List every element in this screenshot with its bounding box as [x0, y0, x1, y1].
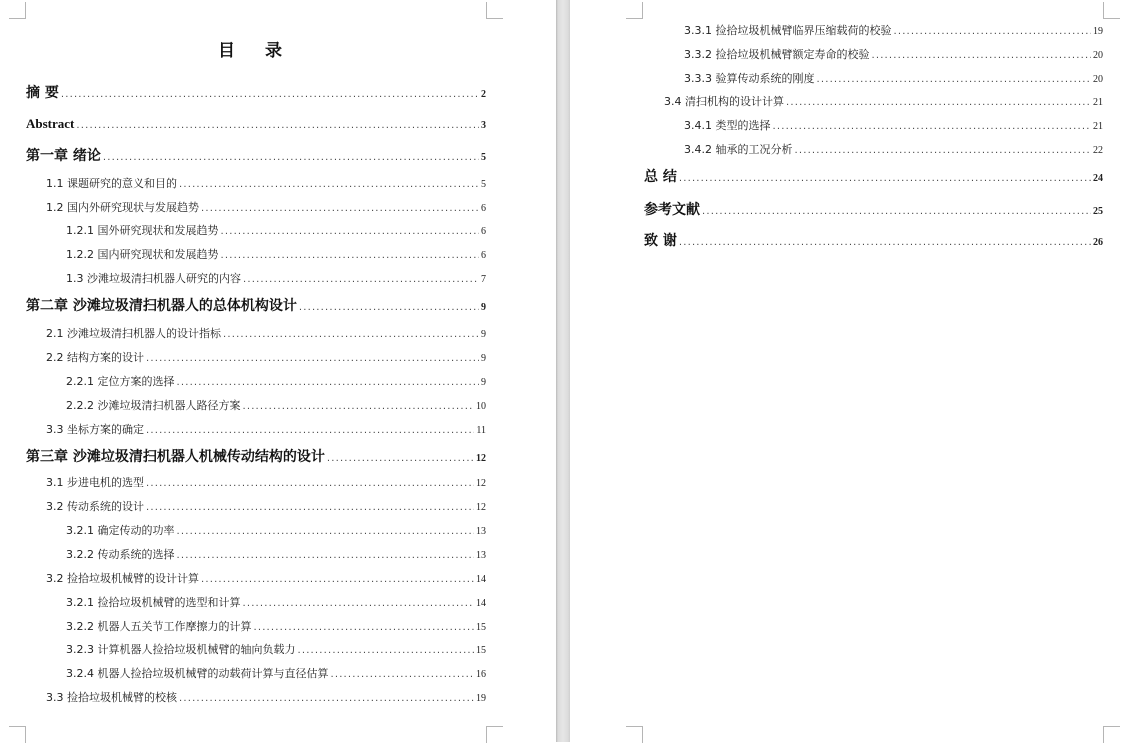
toc-entry[interactable]: [66, 594, 486, 612]
page-corner-mark: [9, 2, 26, 19]
toc-entry[interactable]: [684, 46, 1103, 64]
toc-entry[interactable]: [644, 232, 1103, 250]
toc-entry-title: 3.2.3 计算机器人捡拾垃圾机械臂的轴向负载力: [66, 643, 296, 656]
toc-dot-leader: [243, 271, 479, 289]
toc-dot-leader: [179, 176, 479, 194]
toc-dot-leader: [773, 118, 1092, 136]
toc-entry[interactable]: [684, 117, 1103, 135]
toc-entry-title: 总 结: [644, 169, 677, 185]
toc-page-number: 20: [1093, 74, 1103, 85]
toc-dot-leader: [177, 523, 475, 541]
toc-page-number: 22: [1093, 145, 1103, 156]
toc-entry-title: 3.3.1 捡拾垃圾机械臂临界压缩载荷的校验: [684, 24, 892, 37]
toc-entry[interactable]: [66, 665, 486, 683]
toc-dot-leader: [179, 690, 474, 708]
toc-entry[interactable]: [66, 270, 486, 288]
page-corner-mark: [1103, 2, 1120, 19]
toc-dot-leader: [242, 398, 474, 416]
toc-page-number: 25: [1093, 206, 1103, 217]
toc-page-number: 14: [476, 574, 486, 585]
toc-entry[interactable]: [66, 373, 486, 391]
toc-entry[interactable]: [46, 689, 486, 707]
toc-page-number: 9: [481, 377, 486, 388]
toc-entry-title: 3.2 传动系统的设计: [46, 500, 144, 513]
toc-dot-leader: [61, 86, 479, 104]
toc-entry-title: 3.3.3 验算传动系统的刚度: [684, 72, 815, 85]
toc-entry-title: 1.3 沙滩垃圾清扫机器人研究的内容: [66, 272, 241, 285]
toc-dot-leader: [297, 642, 474, 660]
toc-page-number: 5: [481, 152, 486, 163]
page-corner-mark: [486, 726, 503, 743]
toc-entry-title: 3.3 坐标方案的确定: [46, 423, 144, 436]
document-page-right: [570, 0, 1140, 742]
toc-entry[interactable]: [46, 498, 486, 516]
toc-page-number: 14: [476, 598, 486, 609]
toc-page-number: 20: [1093, 50, 1103, 61]
toc-entry-title: 2.1 沙滩垃圾清扫机器人的设计指标: [46, 327, 221, 340]
toc-dot-leader: [146, 499, 474, 517]
toc-dot-leader: [221, 223, 480, 241]
toc-page-number: 10: [476, 401, 486, 412]
toc-entry-title: 1.2.2 国内研究现状和发展趋势: [66, 248, 219, 261]
toc-entry-title: Abstract: [26, 116, 75, 131]
toc-dot-leader: [146, 422, 474, 440]
toc-entry[interactable]: [66, 618, 486, 636]
toc-dot-leader: [299, 299, 479, 317]
toc-entry[interactable]: [26, 84, 486, 102]
toc-entry[interactable]: [66, 397, 486, 415]
toc-dot-leader: [201, 200, 479, 218]
toc-dot-leader: [253, 619, 474, 637]
toc-dot-leader: [201, 571, 474, 589]
toc-entry[interactable]: [46, 349, 486, 367]
toc-entry-title: 1.2 国内外研究现状与发展趋势: [46, 201, 199, 214]
toc-page-number: 19: [476, 693, 486, 704]
toc-page-number: 6: [481, 250, 486, 261]
toc-entry-title: 3.2.1 捡拾垃圾机械臂的选型和计算: [66, 596, 241, 609]
page-corner-mark: [486, 2, 503, 19]
toc-dot-leader: [221, 247, 480, 265]
toc-dot-leader: [242, 595, 474, 613]
toc-entry[interactable]: [644, 168, 1103, 186]
toc-entry[interactable]: [66, 546, 486, 564]
toc-entry[interactable]: [66, 222, 486, 240]
toc-entry[interactable]: [46, 199, 486, 217]
toc-entry[interactable]: [66, 246, 486, 264]
toc-page-number: 3: [481, 120, 486, 131]
toc-page-number: 7: [481, 274, 486, 285]
toc-entry-title: 第二章 沙滩垃圾清扫机器人的总体机构设计: [26, 298, 297, 314]
toc-dot-leader: [817, 71, 1092, 89]
toc-entry[interactable]: [664, 93, 1103, 111]
toc-entry-title: 致 谢: [644, 233, 677, 249]
toc-entry-title: 2.2 结构方案的设计: [46, 351, 144, 364]
toc-page-number: 12: [476, 453, 486, 464]
toc-page-number: 24: [1093, 173, 1103, 184]
toc-dot-leader: [871, 47, 1091, 65]
toc-entry[interactable]: [66, 522, 486, 540]
toc-entry-title: 第三章 沙滩垃圾清扫机器人机械传动结构的设计: [26, 449, 325, 465]
toc-entry-title: 3.1 步进电机的选型: [46, 476, 144, 489]
toc-page-number: 12: [476, 502, 486, 513]
toc-entry[interactable]: [26, 448, 486, 466]
toc-entry[interactable]: [684, 22, 1103, 40]
toc-page-number: 9: [481, 329, 486, 340]
toc-entry-title: 3.4 清扫机构的设计计算: [664, 95, 784, 108]
toc-entry-title: 3.2.2 传动系统的选择: [66, 548, 175, 561]
toc-entry-title: 3.4.1 类型的选择: [684, 119, 771, 132]
toc-entry[interactable]: [26, 147, 486, 165]
toc-page-number: 13: [476, 550, 486, 561]
page-corner-mark: [9, 726, 26, 743]
toc-entry-title: 第一章 绪论: [26, 148, 101, 164]
toc-page-number: 15: [476, 645, 486, 656]
toc-dot-leader: [893, 23, 1091, 41]
document-page-left: [0, 0, 556, 742]
toc-entry-title: 摘 要: [26, 85, 59, 101]
toc-page-number: 13: [476, 526, 486, 537]
toc-entry-title: 1.1 课题研究的意义和目的: [46, 177, 177, 190]
toc-dot-leader: [679, 170, 1091, 188]
page-gap: [556, 0, 570, 742]
toc-page-number: 9: [481, 353, 486, 364]
page-corner-mark: [626, 2, 643, 19]
toc-dot-leader: [103, 149, 479, 167]
toc-dot-leader: [177, 547, 475, 565]
toc-dot-leader: [330, 666, 474, 684]
toc-title: 目 录: [218, 41, 294, 61]
toc-page-number: 19: [1093, 26, 1103, 37]
toc-entry[interactable]: [26, 297, 486, 315]
page-corner-mark: [1103, 726, 1120, 743]
toc-dot-leader: [146, 475, 474, 493]
toc-dot-leader: [327, 450, 474, 468]
toc-entry-title: 3.3.2 捡拾垃圾机械臂额定寿命的校验: [684, 48, 870, 61]
toc-dot-leader: [679, 234, 1091, 252]
toc-dot-leader: [76, 117, 479, 135]
toc-page-number: 21: [1093, 97, 1103, 108]
toc-entry[interactable]: [46, 421, 486, 439]
toc-dot-leader: [795, 142, 1092, 160]
toc-dot-leader: [702, 203, 1091, 221]
toc-entry-title: 3.4.2 轴承的工况分析: [684, 143, 793, 156]
toc-entry-title: 2.2.2 沙滩垃圾清扫机器人路径方案: [66, 399, 241, 412]
toc-page-number: 26: [1093, 237, 1103, 248]
toc-dot-leader: [177, 374, 480, 392]
toc-entry-title: 2.2.1 定位方案的选择: [66, 375, 175, 388]
toc-entry[interactable]: [644, 201, 1103, 219]
toc-entry[interactable]: [46, 175, 486, 193]
toc-page-number: 6: [481, 226, 486, 237]
toc-page-number: 16: [476, 669, 486, 680]
toc-entry[interactable]: [66, 641, 486, 659]
toc-page-number: 11: [476, 425, 486, 436]
toc-page-number: 12: [476, 478, 486, 489]
toc-entry-title: 3.2.1 确定传动的功率: [66, 524, 175, 537]
toc-page-number: 6: [481, 203, 486, 214]
toc-entry-title: 3.3 捡拾垃圾机械臂的校核: [46, 691, 177, 704]
toc-entry-title: 3.2.4 机器人捡拾垃圾机械臂的动载荷计算与直径估算: [66, 667, 329, 680]
toc-page-number: 2: [481, 89, 486, 100]
toc-page-number: 5: [481, 179, 486, 190]
toc-entry-title: 参考文献: [644, 202, 700, 218]
toc-dot-leader: [786, 94, 1091, 112]
toc-entry-title: 1.2.1 国外研究现状和发展趋势: [66, 224, 219, 237]
toc-entry-title: 3.2 捡拾垃圾机械臂的设计计算: [46, 572, 199, 585]
toc-entry[interactable]: [46, 570, 486, 588]
toc-entry-title: 3.2.2 机器人五关节工作摩擦力的计算: [66, 620, 252, 633]
page-corner-mark: [626, 726, 643, 743]
toc-dot-leader: [146, 350, 479, 368]
toc-page-number: 21: [1093, 121, 1103, 132]
toc-entry[interactable]: [26, 115, 486, 133]
toc-entry[interactable]: [46, 474, 486, 492]
toc-page-number: 15: [476, 622, 486, 633]
toc-entry[interactable]: [684, 70, 1103, 88]
toc-entry[interactable]: [684, 141, 1103, 159]
toc-entry[interactable]: [46, 325, 486, 343]
toc-page-number: 9: [481, 302, 486, 313]
toc-dot-leader: [223, 326, 479, 344]
